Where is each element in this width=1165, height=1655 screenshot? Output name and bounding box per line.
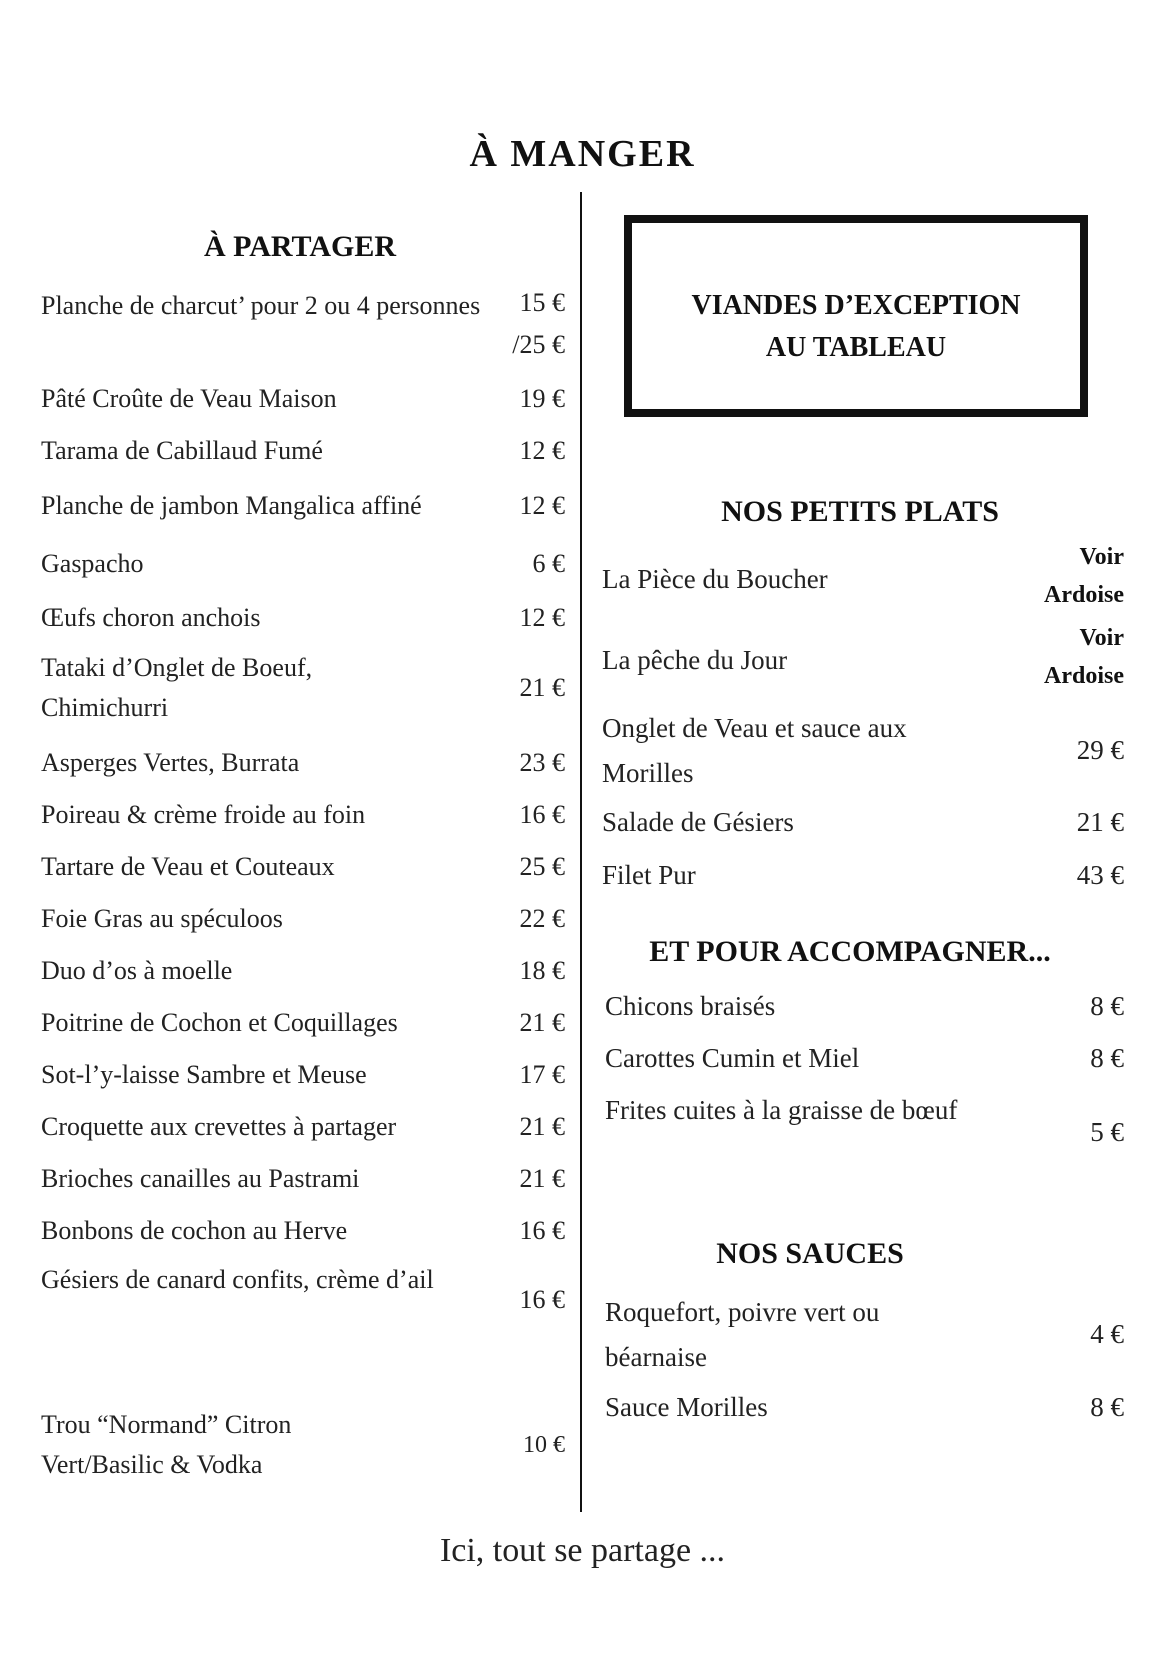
menu-item-price: 4 € — [1090, 1319, 1124, 1349]
menu-item-name: Poitrine de Cochon et Coquillages — [41, 1008, 398, 1037]
box-text — [632, 285, 1080, 369]
menu-item-price: 12 € — [519, 436, 565, 465]
menu-item-price: 22 € — [519, 904, 565, 933]
menu-item-price: 12 € — [519, 603, 565, 632]
menu-item-name: Trou “Normand” Citron Vert/Basilic & Vodka — [41, 1410, 292, 1479]
menu-item-name: Onglet de Veau et sauce aux Morilles — [602, 713, 907, 788]
menu-item-name: Tataki d’Onglet de Boeuf, Chimichurri — [41, 653, 313, 722]
menu-item-price: 25 € — [519, 852, 565, 881]
menu-item-name: Filet Pur — [602, 860, 696, 890]
menu-item-price: 10 € — [523, 1432, 565, 1458]
menu-item-price: 21 € — [1076, 807, 1124, 837]
menu-item-name: Croquette aux crevettes à partager — [41, 1112, 397, 1141]
menu-item-name: Roquefort, poivre vert ou béarnaise — [605, 1297, 880, 1372]
menu-item-name: Duo d’os à moelle — [41, 956, 233, 985]
price-line-voir: Voir — [1079, 544, 1124, 570]
section-title-a-partager: À PARTAGER — [204, 230, 396, 263]
menu-item-name: Chicons braisés — [605, 991, 776, 1021]
menu-item-name: Gésiers de canard confits, crème d’ail — [41, 1265, 434, 1294]
menu-item-name: La Pièce du Boucher — [602, 564, 828, 594]
menu-item-price — [980, 619, 1124, 695]
menu-item-price: 18 € — [519, 956, 565, 985]
menu-item-name: Sauce Morilles — [605, 1392, 768, 1422]
menu-item-price: 16 € — [519, 1285, 565, 1314]
menu-item-name: Brioches canailles au Pastrami — [41, 1164, 360, 1193]
menu-item-name: Carottes Cumin et Miel — [605, 1043, 860, 1073]
price-line-ardoise: Ardoise — [1044, 582, 1124, 608]
section-title-sauces: NOS SAUCES — [716, 1237, 904, 1270]
menu-item-name: Frites cuites à la graisse de bœuf — [605, 1095, 958, 1125]
page-title: À MANGER — [469, 133, 696, 175]
price-line-ardoise: Ardoise — [1044, 663, 1124, 689]
menu-item-name: Sot-l’y-laisse Sambre et Meuse — [41, 1060, 367, 1089]
menu-item-name: La pêche du Jour — [602, 645, 788, 675]
box-line-2: AU TABLEAU — [765, 332, 947, 363]
menu-item-price: 8 € — [1090, 1392, 1124, 1422]
menu-item-price: 8 € — [1090, 1043, 1124, 1073]
section-title-accompagner: ET POUR ACCOMPAGNER... — [649, 935, 1051, 968]
menu-item-name: Œufs choron anchois — [41, 603, 261, 632]
menu-item-price: 17 € — [519, 1060, 565, 1089]
menu-item-price: 21 € — [519, 1164, 565, 1193]
menu-item-price: 21 € — [519, 1112, 565, 1141]
menu-item-name: Poireau & crème froide au foin — [41, 800, 366, 829]
menu-item-price: 5 € — [1090, 1117, 1124, 1147]
price-line-voir: Voir — [1079, 625, 1124, 651]
menu-item-price: 12 € — [519, 491, 565, 520]
menu-item-price: 21 € — [519, 673, 565, 702]
section-title-petits-plats: NOS PETITS PLATS — [721, 495, 999, 528]
menu-item-price: 15 € — [519, 288, 565, 317]
menu-item-name: Foie Gras au spéculoos — [41, 904, 283, 933]
menu-item-price: 23 € — [519, 748, 565, 777]
menu-item-price: 16 € — [519, 1216, 565, 1245]
menu-item-price: 21 € — [519, 1008, 565, 1037]
menu-item-price: 43 € — [1076, 860, 1124, 890]
menu-item-price: 8 € — [1090, 991, 1124, 1021]
footer-tagline: Ici, tout se partage ... — [439, 1532, 726, 1569]
menu-item-name: Bonbons de cochon au Herve — [41, 1216, 348, 1245]
menu-item-price — [980, 538, 1124, 614]
menu-item-price: 29 € — [1076, 735, 1124, 765]
menu-item-name: Planche de jambon Mangalica affiné — [41, 491, 422, 520]
menu-item-name: Tarama de Cabillaud Fumé — [41, 436, 323, 465]
menu-item-price: 19 € — [519, 384, 565, 413]
menu-item-price: 16 € — [519, 800, 565, 829]
column-divider — [580, 192, 582, 1512]
menu-item-name: Tartare de Veau et Couteaux — [41, 852, 335, 881]
menu-item-name: Asperges Vertes, Burrata — [41, 748, 300, 777]
menu-item-name: Planche de charcut’ pour 2 ou 4 personnes — [41, 291, 481, 320]
menu-item-name: Gaspacho — [41, 549, 144, 578]
box-line-1: VIANDES D’EXCEPTION — [691, 290, 1021, 321]
menu-item-name: Pâté Croûte de Veau Maison — [41, 384, 337, 413]
menu-item-name: Salade de Gésiers — [602, 807, 794, 837]
viandes-exception-box — [624, 215, 1088, 417]
menu-item-price-alt: /25 € — [512, 330, 565, 359]
menu-item-price: 6 € — [532, 549, 565, 578]
